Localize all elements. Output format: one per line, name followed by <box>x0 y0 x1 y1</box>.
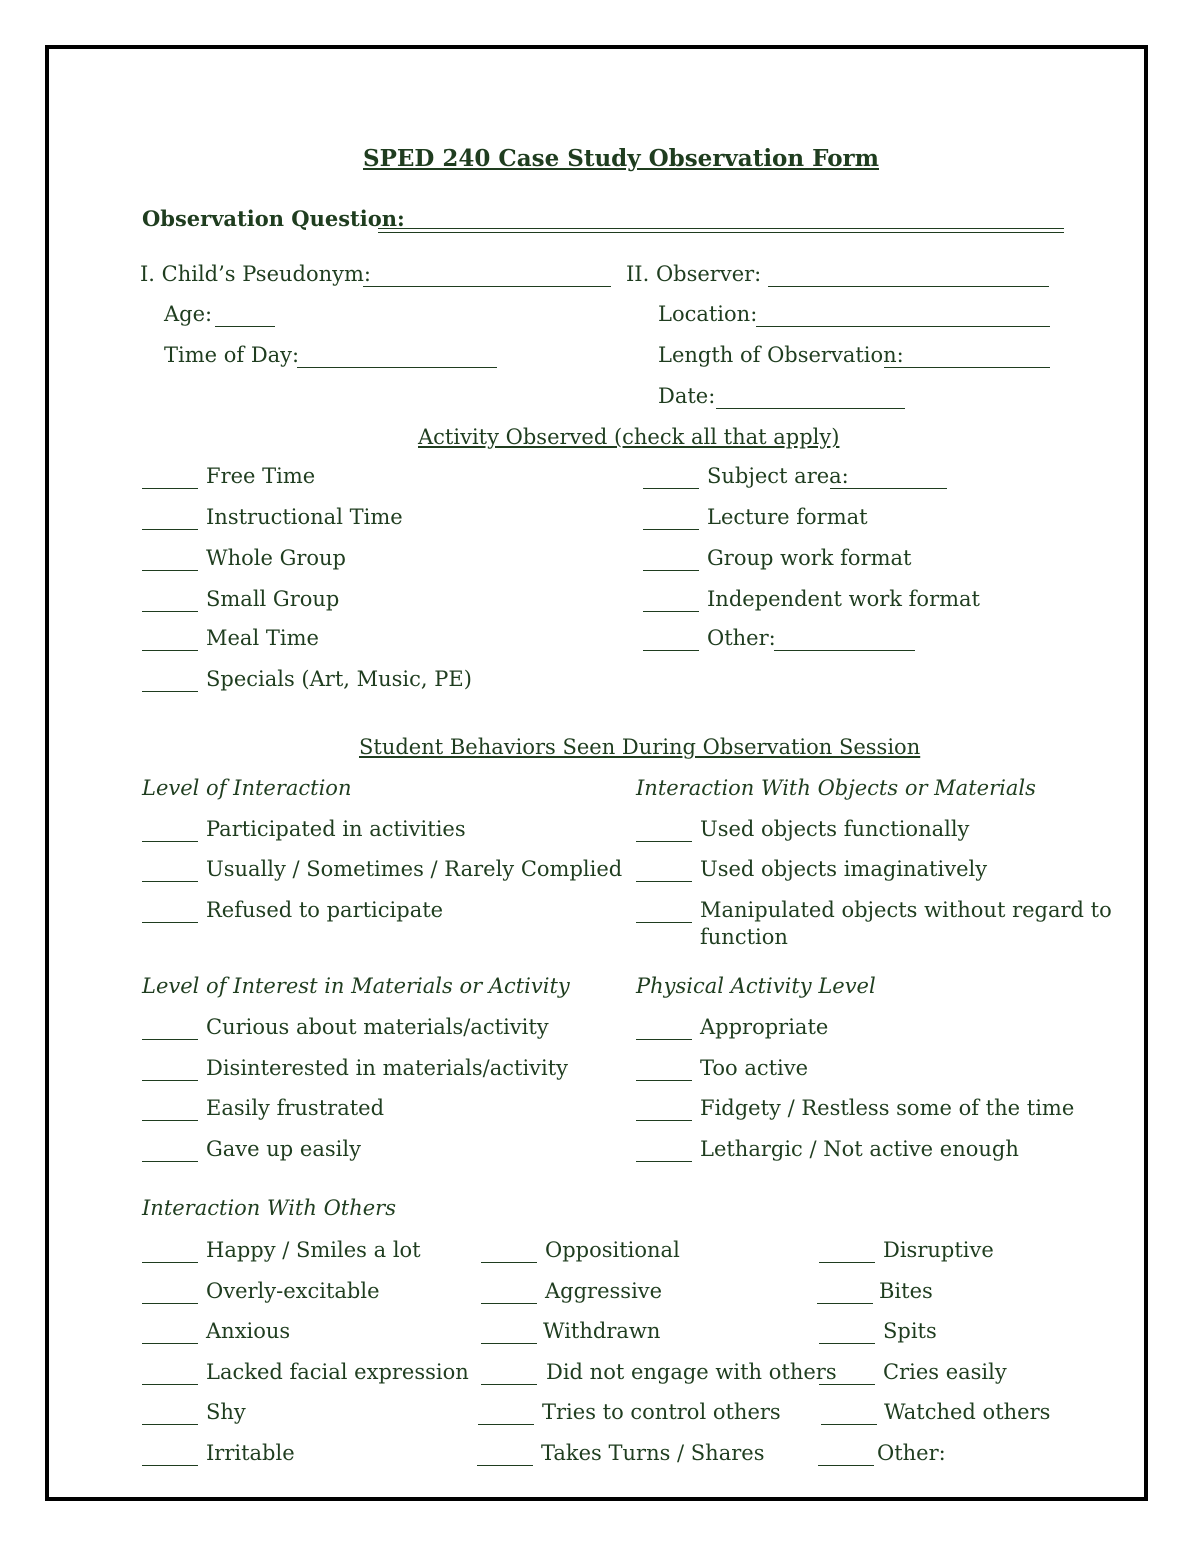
behavior-item: Other: <box>877 1441 946 1465</box>
section-title: Interaction With Objects or Materials <box>636 776 1036 800</box>
observation-question-underline <box>378 232 1064 233</box>
checkbox-blank[interactable] <box>142 881 198 882</box>
section-title: Interaction With Others <box>142 1196 396 1220</box>
age-label: Age: <box>164 302 213 326</box>
behavior-item: Appropriate <box>700 1015 829 1039</box>
activity-item: Free Time <box>206 464 316 488</box>
checkbox-blank[interactable] <box>818 1465 874 1466</box>
behavior-item: Irritable <box>206 1441 295 1465</box>
behavior-item: Overly-excitable <box>206 1279 380 1303</box>
behavior-item: Cries easily <box>883 1360 1007 1384</box>
observation-question-label: Observation Question: <box>142 206 405 231</box>
checkbox-blank[interactable] <box>481 1343 537 1344</box>
behavior-item-continued: function <box>700 925 788 949</box>
behavior-item: Lacked facial expression <box>206 1360 469 1384</box>
behavior-item: Spits <box>883 1319 937 1343</box>
checkbox-blank[interactable] <box>636 1039 692 1040</box>
checkbox-blank[interactable] <box>643 611 699 612</box>
section-title: Level of Interaction <box>142 776 352 800</box>
checkbox-blank[interactable] <box>142 529 198 530</box>
checkbox-blank[interactable] <box>643 650 699 651</box>
checkbox-blank[interactable] <box>819 1262 875 1263</box>
behavior-item: Usually / Sometimes / Rarely Complied <box>206 857 623 881</box>
behavior-item: Participated in activities <box>206 817 466 841</box>
behaviors-heading: Student Behaviors Seen During Observation Session <box>359 735 921 759</box>
checkbox-blank[interactable] <box>142 841 198 842</box>
checkbox-blank[interactable] <box>643 529 699 530</box>
behavior-item: Happy / Smiles a lot <box>206 1238 421 1262</box>
checkbox-blank[interactable] <box>636 1120 692 1121</box>
checkbox-blank[interactable] <box>142 1384 198 1385</box>
location-field[interactable] <box>756 326 1050 327</box>
behavior-item: Manipulated objects without regard to <box>700 898 1112 922</box>
checkbox-blank[interactable] <box>142 1080 198 1081</box>
checkbox-blank[interactable] <box>142 570 198 571</box>
behavior-item: Watched others <box>884 1400 1051 1424</box>
checkbox-blank[interactable] <box>142 691 198 692</box>
section-title: Physical Activity Level <box>636 974 876 998</box>
child-pseudonym-field[interactable] <box>363 286 611 287</box>
behavior-item: Withdrawn <box>543 1319 661 1343</box>
checkbox-blank[interactable] <box>821 1424 877 1425</box>
section-title: Level of Interest in Materials or Activity <box>142 974 570 998</box>
activity-heading: Activity Observed (check all that apply) <box>418 425 840 449</box>
checkbox-blank[interactable] <box>636 1161 692 1162</box>
activity-item: Meal Time <box>206 626 319 650</box>
behavior-item: Bites <box>879 1279 933 1303</box>
behavior-item: Refused to participate <box>206 898 444 922</box>
behavior-item: Disruptive <box>883 1238 994 1262</box>
behavior-item: Shy <box>206 1400 246 1424</box>
checkbox-blank[interactable] <box>142 922 198 923</box>
activity-item: Specials (Art, Music, PE) <box>206 667 472 691</box>
checkbox-blank[interactable] <box>819 1384 875 1385</box>
activity-item: Other: <box>707 626 776 650</box>
behavior-item: Lethargic / Not active enough <box>700 1137 1019 1161</box>
page-title: SPED 240 Case Study Observation Form <box>363 145 879 172</box>
checkbox-blank[interactable] <box>477 1465 533 1466</box>
checkbox-blank[interactable] <box>643 488 699 489</box>
child-pseudonym-label: I. Child’s Pseudonym: <box>140 262 371 286</box>
checkbox-blank[interactable] <box>142 1303 198 1304</box>
checkbox-blank[interactable] <box>819 1343 875 1344</box>
checkbox-blank[interactable] <box>142 488 198 489</box>
checkbox-blank[interactable] <box>817 1303 873 1304</box>
checkbox-blank[interactable] <box>142 1262 198 1263</box>
behavior-item: Disinterested in materials/activity <box>206 1056 569 1080</box>
checkbox-blank[interactable] <box>142 1039 198 1040</box>
behavior-item: Used objects functionally <box>700 817 970 841</box>
checkbox-blank[interactable] <box>478 1424 534 1425</box>
date-label: Date: <box>658 384 716 408</box>
observation-question-field[interactable] <box>378 228 1064 229</box>
behavior-item: Aggressive <box>545 1279 663 1303</box>
behavior-item: Anxious <box>206 1319 291 1343</box>
date-field[interactable] <box>716 408 905 409</box>
checkbox-blank[interactable] <box>142 1161 198 1162</box>
activity-item: Group work format <box>707 546 912 570</box>
time-of-day-field[interactable] <box>297 367 497 368</box>
behavior-item: Takes Turns / Shares <box>541 1441 765 1465</box>
location-label: Location: <box>658 302 758 326</box>
length-of-observation-field[interactable] <box>884 367 1050 368</box>
checkbox-blank[interactable] <box>481 1303 537 1304</box>
checkbox-blank[interactable] <box>481 1262 537 1263</box>
checkbox-blank[interactable] <box>142 611 198 612</box>
observer-label: II. Observer: <box>626 262 762 286</box>
age-field[interactable] <box>215 326 275 327</box>
checkbox-blank[interactable] <box>142 1424 198 1425</box>
behavior-item: Did not engage with others <box>546 1360 837 1384</box>
checkbox-blank[interactable] <box>142 1343 198 1344</box>
behavior-item: Easily frustrated <box>206 1096 385 1120</box>
checkbox-blank[interactable] <box>636 1080 692 1081</box>
checkbox-blank[interactable] <box>636 841 692 842</box>
time-of-day-label: Time of Day: <box>164 343 300 367</box>
checkbox-blank[interactable] <box>142 1465 198 1466</box>
checkbox-blank[interactable] <box>636 881 692 882</box>
behavior-item: Curious about materials/activity <box>206 1015 549 1039</box>
activity-item: Independent work format <box>707 587 980 611</box>
checkbox-blank[interactable] <box>636 922 692 923</box>
checkbox-blank[interactable] <box>142 650 198 651</box>
behavior-item: Oppositional <box>545 1238 680 1262</box>
activity-item: Instructional Time <box>206 505 403 529</box>
activity-item: Lecture format <box>707 505 868 529</box>
behavior-item: Used objects imaginatively <box>700 857 988 881</box>
behavior-item: Gave up easily <box>206 1137 361 1161</box>
behavior-item: Too active <box>700 1056 809 1080</box>
checkbox-blank[interactable] <box>142 1120 198 1121</box>
observer-field[interactable] <box>768 286 1049 287</box>
activity-item: Whole Group <box>206 546 346 570</box>
behavior-item: Fidgety / Restless some of the time <box>700 1096 1075 1120</box>
behavior-item: Tries to control others <box>542 1400 781 1424</box>
subject-area-field[interactable] <box>830 488 947 489</box>
length-of-observation-label: Length of Observation: <box>658 343 904 367</box>
activity-item: Subject area: <box>707 464 849 488</box>
activity-item: Small Group <box>206 587 340 611</box>
activity-other-field[interactable] <box>774 650 915 651</box>
checkbox-blank[interactable] <box>643 570 699 571</box>
checkbox-blank[interactable] <box>481 1384 537 1385</box>
